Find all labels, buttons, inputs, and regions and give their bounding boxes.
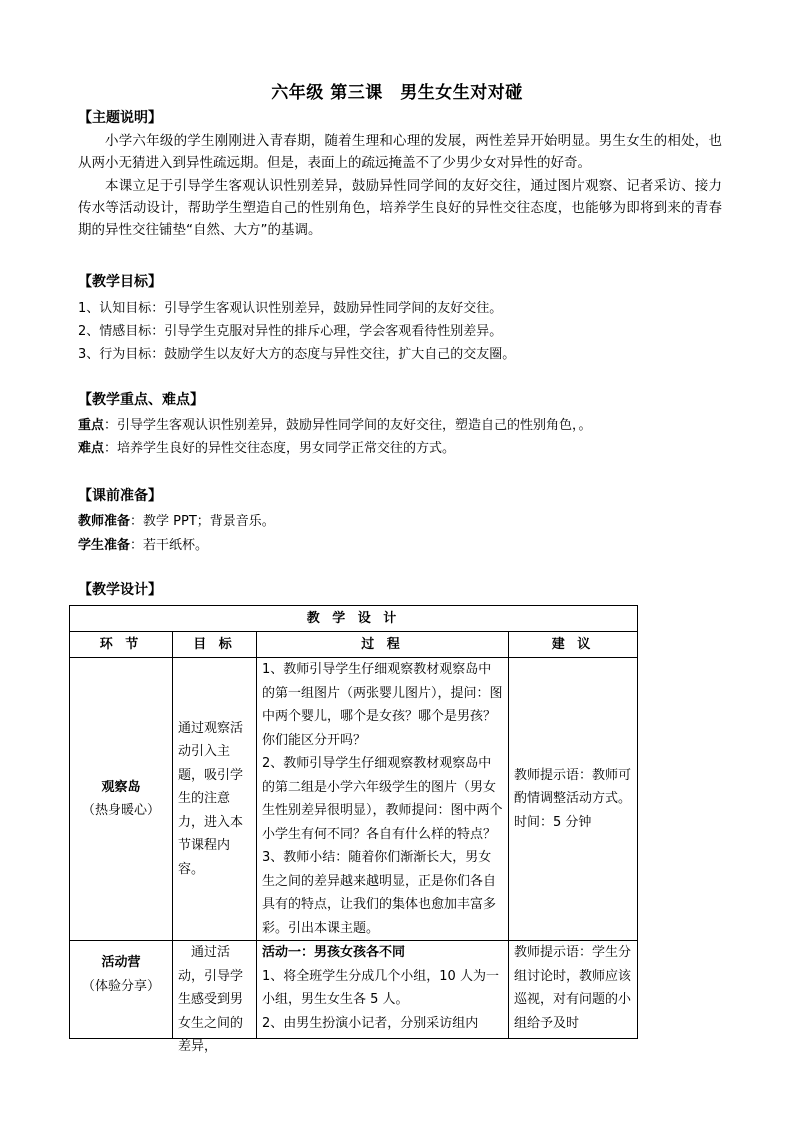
table-row — [70, 941, 638, 1039]
column-header-process: 过 程 — [257, 632, 509, 658]
teacher-prep-label: 教师准备 — [78, 514, 131, 529]
lesson-title: 六年级 第三课 男生女生对对碰 — [271, 83, 523, 103]
goals-heading: 【教学目标】 — [78, 274, 162, 290]
goal-cell: 通过观察活动引入主题，吸引学生的注意力，进入本节课程内容。 — [173, 658, 257, 941]
difficulty-text: ：培养学生良好的异性交往态度，男女同学正常交往的方式。 — [104, 441, 456, 456]
advice-text: 教师提示语：学生分组讨论时，教师应该巡视，对有问题的小组给予及时 — [514, 945, 632, 1031]
activity-title: 活动一：男孩女孩各不同 — [262, 945, 406, 960]
column-header-stage: 环 节 — [70, 632, 173, 658]
goal-item-behavioral: 3、行为目标：鼓励学生以友好大方的态度与异性交往，扩大自己的交友圈。 — [78, 347, 516, 362]
goal-item-cognitive: 1、认知目标：引导学生客观认识性别差异，鼓励异性同学间的友好交往。 — [78, 301, 503, 316]
goal-cell — [173, 941, 257, 1054]
stage-name: 活动营 — [101, 955, 141, 970]
advice-cell — [509, 658, 638, 941]
process-step: 1、教师引导学生仔细观察教材观察岛中的第一组图片（两张婴儿图片），提问：图中两个婴儿，哪个是女孩？哪个是男孩？你们能区分开吗？ — [262, 662, 503, 748]
process-step: 1、将全班学生分成几个小组，10 人为一小组，男生女生各 5 人。 — [262, 968, 499, 1007]
design-heading: 【教学设计】 — [78, 582, 162, 598]
prep-heading: 【课前准备】 — [78, 488, 162, 504]
advice-text: 时间：5 分钟 — [514, 814, 592, 830]
difficulty-line — [78, 437, 455, 456]
student-prep-text: ：若干纸杯。 — [130, 538, 209, 553]
key-point-line — [78, 414, 592, 433]
difficulty-label: 难点 — [78, 441, 105, 456]
key-point-text: ：引导学生客观认识性别差异，鼓励异性同学间的友好交往，塑造自己的性别角色，。 — [104, 418, 592, 433]
student-prep-label: 学生准备 — [78, 538, 131, 553]
table-header-row — [70, 632, 638, 658]
stage-subtitle: （体验分享） — [81, 978, 160, 994]
stage-cell — [70, 941, 173, 1039]
goal-text: 通过活动，引导学生感受到男女生之间的差异， — [178, 945, 244, 1054]
keypoints-heading: 【教学重点、难点】 — [78, 392, 204, 408]
table-row — [70, 658, 638, 941]
column-header-goal: 目 标 — [173, 632, 257, 658]
table-title: 教 学 设 计 — [70, 606, 638, 632]
theme-heading: 【主题说明】 — [78, 110, 162, 126]
student-prep-line — [78, 534, 208, 553]
table-title-row — [70, 606, 638, 632]
theme-paragraph-1: 小学六年级的学生刚刚进入青春期，随着生理和心理的发展，两性差异开始明显。男生女生的相处，也从两小无猜进入到异性疏远期。但是，表面上的疏远掩盖不了少男少女对异性的好奇。 — [78, 133, 722, 171]
theme-paragraph-2: 本课立足于引导学生客观认识性别差异，鼓励异性同学间的友好交往，通过图片观察、记者采访、接力传水等活动设计，帮助学生塑造自己的性别角色，培养学生良好的异性交往态度，也能够为即将到来的青春期的异性交往铺垫“自然、大方”的基调。 — [78, 178, 722, 238]
process-cell — [257, 658, 509, 941]
key-point-label: 重点 — [78, 418, 105, 433]
advice-cell — [509, 941, 638, 1039]
process-step: 2、由男生扮演小记者，分别采访组内 — [262, 1015, 479, 1031]
goal-item-emotional: 2、情感目标：引导学生克服对异性的排斥心理，学会客观看待性别差异。 — [78, 324, 503, 339]
teacher-prep-text: ：教学 PPT；背景音乐。 — [130, 514, 275, 529]
teacher-prep-line — [78, 510, 275, 529]
teaching-design-table — [69, 605, 638, 1054]
column-header-advice: 建 议 — [509, 632, 638, 658]
stage-subtitle: （热身暖心） — [81, 803, 160, 818]
process-step: 2、教师引导学生仔细观察教材观察岛中的第二组是小学六年级学生的图片（男女生性别差异很明显），教师提问：图中两个小学生有何不同？各自有什么样的特点？ — [262, 756, 503, 842]
stage-cell — [70, 658, 173, 941]
advice-text: 教师提示语：教师可酌情调整活动方式。 — [514, 767, 632, 807]
stage-name: 观察岛 — [101, 779, 141, 795]
process-cell — [257, 941, 509, 1039]
process-step: 3、教师小结：随着你们渐渐长大，男女生之间的差异越来越明显，正是你们各自具有的特点，让我们的集体也愈加丰富多彩。引出本课主题。 — [262, 850, 497, 936]
